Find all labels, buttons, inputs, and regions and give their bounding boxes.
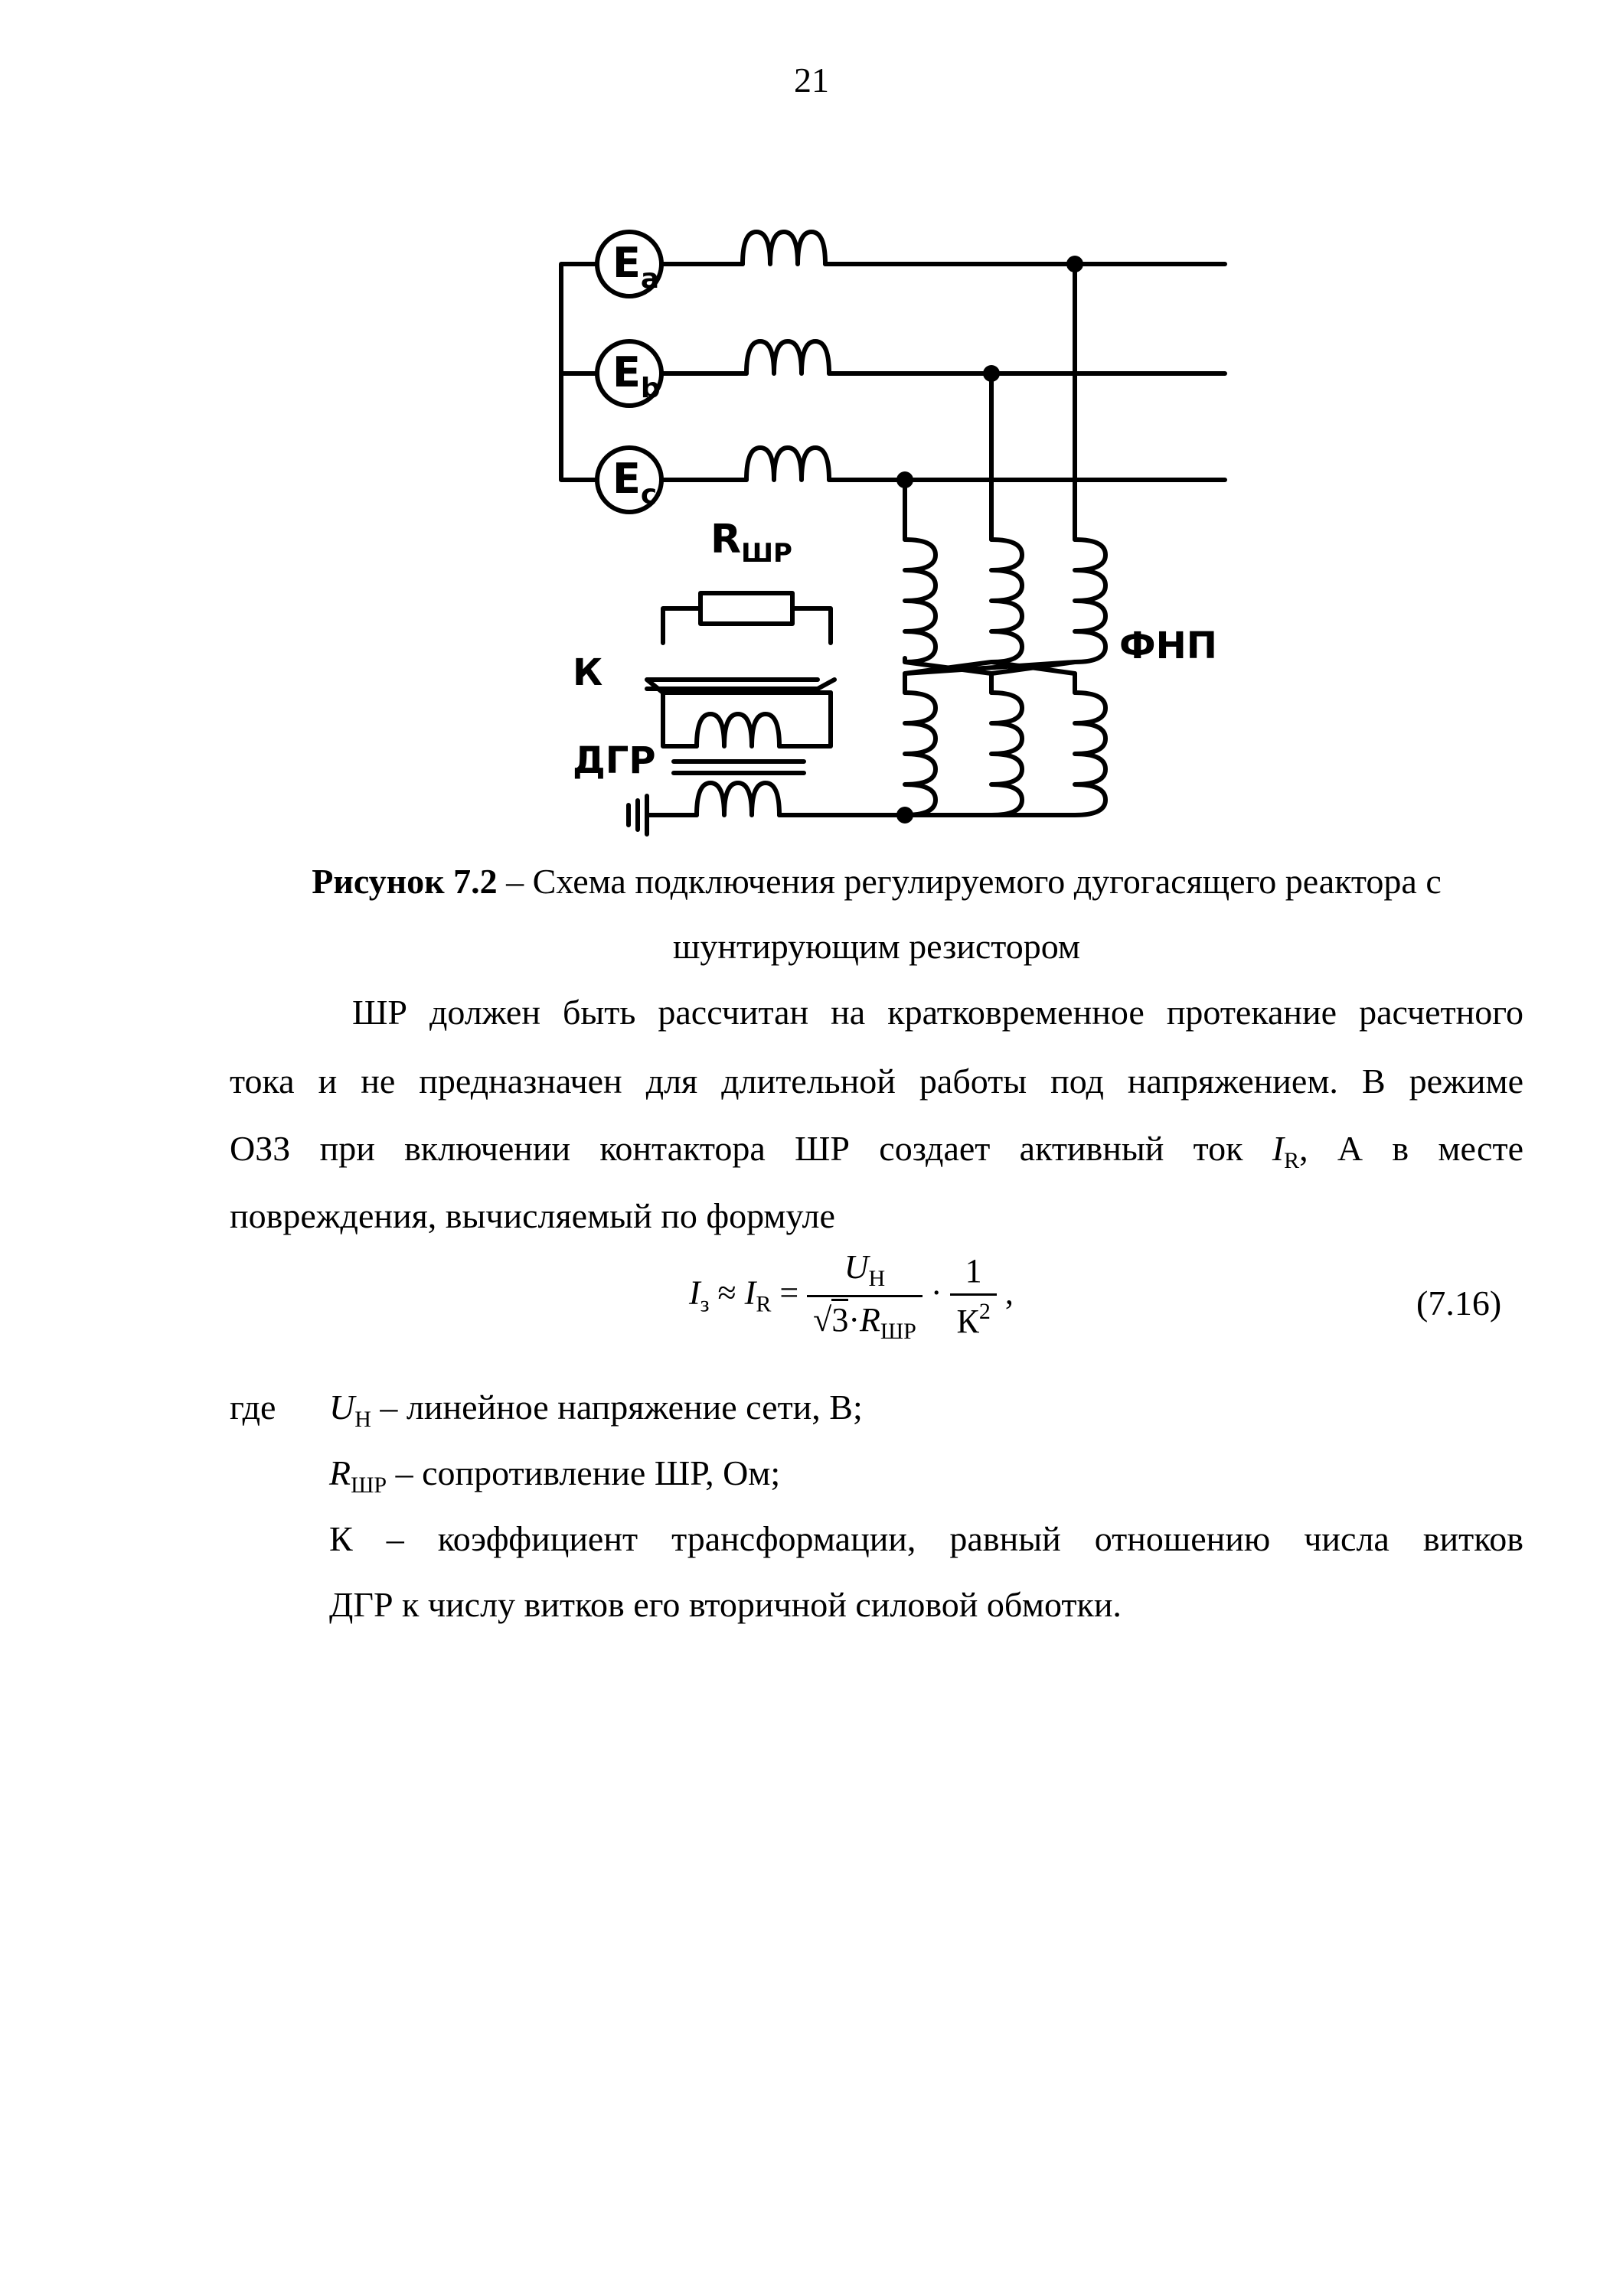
- label-ec: $E_c$: [612, 455, 658, 510]
- inductor-phase-c: [746, 448, 829, 480]
- paragraph-line: ОЗЗ при включении контактора ШР создает активный ток $I_R$, А в месте: [230, 1129, 1523, 1173]
- label-k: К: [573, 651, 603, 694]
- label-dgr: ДГР: [573, 739, 656, 782]
- left-bus-wire: [561, 264, 597, 480]
- fnp-coil-c-upper: [905, 540, 936, 662]
- fraction-voltage: $\frac{U_Н}{√3\cdot R_{ШР}}$: [807, 1247, 923, 1345]
- junction-dot: [896, 471, 913, 488]
- paragraph-line: ШР должен быть рассчитан на кратковременное протекание расчетного: [352, 993, 1523, 1032]
- inductor-phase-a: [743, 232, 825, 264]
- definition-rshr: $R_{ШР}$ – сопротивление ШР, Ом;: [329, 1453, 781, 1498]
- definition-k: К – коэффициент трансформации, равный отношению числа витков: [329, 1519, 1523, 1558]
- label-ea: $E_a$: [612, 239, 660, 295]
- dgr-core: [674, 762, 804, 773]
- page-number: 21: [794, 60, 829, 99]
- fraction-ratio: $\frac{1}{К^2}$: [950, 1251, 996, 1341]
- caption-figure-number: Рисунок 7.2: [312, 862, 498, 901]
- dgr-secondary-coil: [697, 714, 779, 746]
- circuit-diagram: [536, 195, 1263, 884]
- caption-text: – Схема подключения регулируемого дугогасящего реактора с: [497, 862, 1442, 901]
- fnp-coil-c-lower: [905, 693, 936, 815]
- junction-dot: [983, 365, 1000, 382]
- definition-un: $U_Н$ – линейное напряжение сети, В;: [329, 1388, 863, 1432]
- figure-caption: [230, 861, 1523, 902]
- fnp-coil-a-upper: [1075, 540, 1105, 662]
- shunt-resistor-rshr: [700, 593, 792, 624]
- paragraph-line: повреждения, вычисляемый по формуле: [230, 1196, 835, 1235]
- where-label: где: [230, 1388, 276, 1427]
- junction-dot: [1066, 256, 1083, 272]
- dgr-coil: [697, 783, 779, 815]
- fnp-coil-b-upper: [991, 540, 1022, 662]
- formula: $I_з \approx I_R$ = $\frac{U_Н}{√3\cdot R_{ШР}}$ · $\frac{1}{К^2}$ ,: [689, 1248, 1014, 1344]
- paragraph-line: тока и не предназначен для длительной работы под напряжением. В режиме: [230, 1062, 1523, 1101]
- inductor-phase-b: [746, 341, 829, 373]
- fnp-coil-a-lower: [1075, 693, 1105, 815]
- label-fnp: ФНП: [1119, 625, 1217, 667]
- figure-caption-line2: шунтирующим резистором: [672, 927, 1081, 966]
- ground-icon: [629, 796, 647, 834]
- formula-number: (7.16): [1416, 1283, 1502, 1322]
- label-eb: $E_b$: [612, 348, 661, 404]
- definition-k-line2: ДГР к числу витков его вторичной силовой обмотки.: [329, 1585, 1122, 1624]
- label-rshr: $R_{ШР}$: [710, 517, 792, 569]
- fnp-crossover: [905, 658, 1075, 673]
- junction-dot: [896, 807, 913, 823]
- contactor-k: [647, 680, 834, 693]
- fnp-coil-b-lower: [991, 693, 1022, 815]
